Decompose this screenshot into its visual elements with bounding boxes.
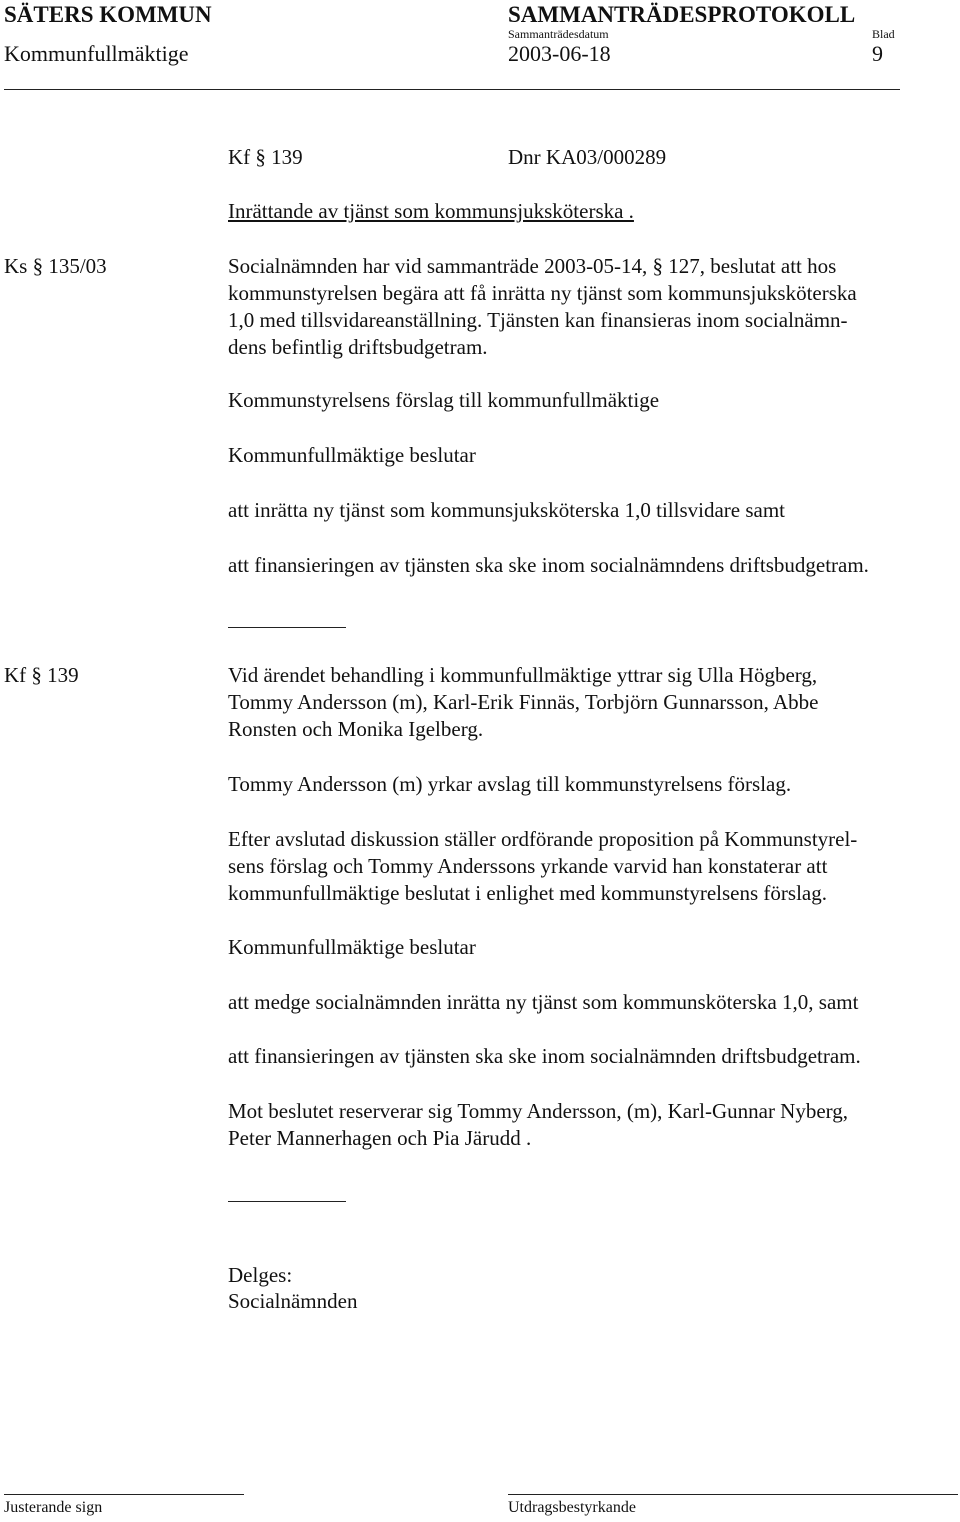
reservation-line: Peter Mannerhagen och Pia Järudd . [228, 1126, 532, 1150]
dnr-number: Dnr KA03/000289 [508, 145, 667, 169]
speakers-line: Vid ärendet behandling i kommunfullmäktige yttrar sig Ulla Högberg, [228, 663, 818, 687]
proposal-heading: Kommunstyrelsens förslag till kommunfullmäktige [228, 388, 660, 412]
section1-line: dens befintlig driftsbudgetram. [228, 335, 488, 359]
meeting-date: 2003-06-18 [508, 41, 611, 66]
item-subject: Inrättande av tjänst som kommunsjuksköterska . [228, 199, 634, 223]
decision-item: att inrätta ny tjänst som kommunsjuksköterska 1,0 tillsvidare samt [228, 498, 786, 522]
section1-reference: Ks § 135/03 [4, 254, 107, 278]
footer-line-right [508, 1494, 958, 1495]
speakers-text [228, 662, 818, 743]
reservation-text [228, 1098, 848, 1152]
document-type: SAMMANTRÄDESPROTOKOLL [508, 2, 856, 27]
reservation-line: Mot beslutet reserverar sig Tommy Andersson, (m), Karl-Gunnar Nyberg, [228, 1099, 849, 1123]
section1-line: Socialnämnden har vid sammanträde 2003-05-14, § 127, beslutat att hos [228, 254, 837, 278]
organization-name: SÄTERS KOMMUN [4, 2, 212, 27]
decision-heading: Kommunfullmäktige beslutar [228, 935, 476, 959]
section1-text [228, 253, 857, 361]
section-divider [228, 627, 346, 628]
date-label: Sammanträdesdatum [508, 27, 609, 41]
page-label: Blad [872, 27, 895, 41]
discussion-line: Efter avslutad diskussion ställer ordförande proposition på Kommunstyrel- [228, 827, 858, 851]
paragraph-number: Kf § 139 [228, 145, 303, 169]
section-divider [228, 1201, 346, 1202]
decision-item: att medge socialnämnden inrätta ny tjänst som kommunsköterska 1,0, samt [228, 990, 859, 1014]
section1-line: kommunstyrelsen begära att få inrätta ny tjänst som kommunsjuksköterska [228, 281, 857, 305]
section1-line: 1,0 med tillsvidareanställning. Tjänsten kan finansieras inom socialnämn- [228, 308, 848, 332]
distribution-label: Delges: [228, 1263, 293, 1287]
signature-label: Justerande sign [4, 1499, 103, 1516]
footer-line-left [4, 1494, 244, 1495]
discussion-line: sens förslag och Tommy Anderssons yrkande varvid han konstaterar att [228, 854, 828, 878]
body-name: Kommunfullmäktige [4, 41, 189, 66]
decision-item: att finansieringen av tjänsten ska ske inom socialnämnden driftsbudgetram. [228, 1044, 861, 1068]
discussion-text [228, 826, 857, 907]
decision-heading: Kommunfullmäktige beslutar [228, 443, 476, 467]
page-number: 9 [872, 41, 883, 66]
speakers-line: Tommy Andersson (m), Karl-Erik Finnäs, Torbjörn Gunnarsson, Abbe [228, 690, 819, 714]
section2-reference: Kf § 139 [4, 663, 79, 687]
discussion-line: kommunfullmäktige beslutat i enlighet med kommunstyrelsens förslag. [228, 881, 827, 905]
distribution-recipient: Socialnämnden [228, 1289, 358, 1313]
header-divider [4, 89, 900, 90]
extract-certification-label: Utdragsbestyrkande [508, 1499, 636, 1516]
motion-text: Tommy Andersson (m) yrkar avslag till kommunstyrelsens förslag. [228, 772, 792, 796]
decision-item: att finansieringen av tjänsten ska ske inom socialnämndens driftsbudgetram. [228, 553, 869, 577]
speakers-line: Ronsten och Monika Igelberg. [228, 717, 484, 741]
